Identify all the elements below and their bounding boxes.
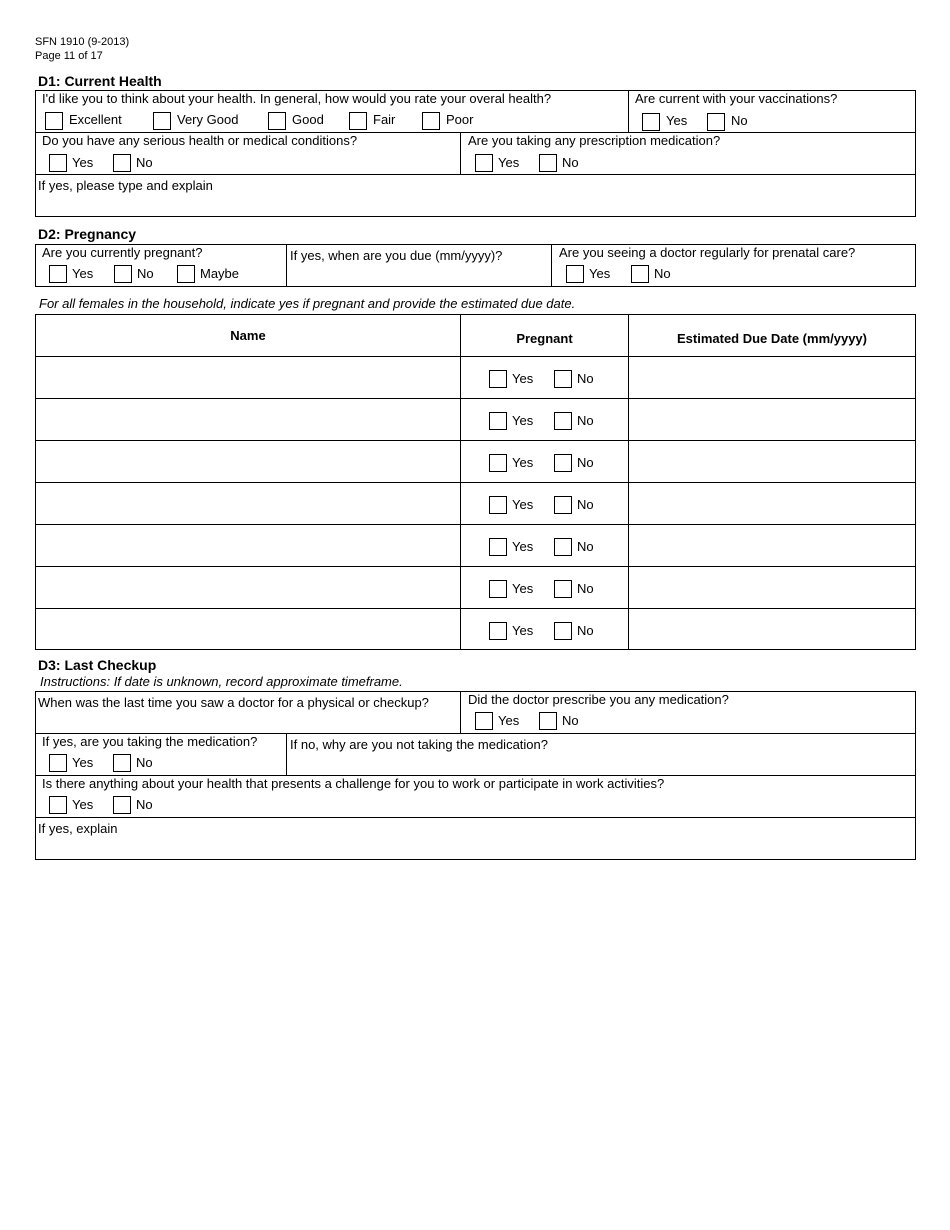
conditions-yes-label: Yes [72,155,94,170]
due-date-field[interactable] [288,264,549,285]
table-row-due-date-field[interactable] [630,442,914,480]
table-row-no-checkbox[interactable] [554,622,572,640]
table-row-no-checkbox[interactable] [554,454,572,472]
why-not-field[interactable] [288,753,914,774]
table-row-yes-checkbox[interactable] [489,538,507,556]
table-row-no-checkbox[interactable] [554,496,572,514]
due-date-question: If yes, when are you due (mm/yyyy)? [290,248,503,263]
vaccination-question: Are current with your vaccinations? [635,91,838,106]
health-explain-label: If yes, please type and explain [38,178,213,193]
rating-poor-checkbox[interactable] [422,112,440,130]
prenatal-care-question: Are you seeing a doctor regularly for prenatal care? [559,245,856,260]
section-d1-title: D1: Current Health [38,73,162,89]
challenge-yes-label: Yes [72,797,94,812]
section-d3-title: D3: Last Checkup [38,657,157,673]
section-d2-title: D2: Pregnancy [38,226,137,242]
table-row-due-date-field[interactable] [630,526,914,564]
table-row-yes-label: Yes [512,539,534,554]
taking-yes-label: Yes [72,755,94,770]
conditions-no-checkbox[interactable] [113,154,131,172]
challenge-explain-label: If yes, explain [38,821,118,836]
prescription-yes-label: Yes [498,155,520,170]
table-row-due-date-field[interactable] [630,484,914,522]
column-header-due-date: Estimated Due Date (mm/yyyy) [676,331,867,346]
table-row-no-label: No [577,581,594,596]
pregnant-yes-checkbox[interactable] [49,265,67,283]
table-row-yes-label: Yes [512,581,534,596]
conditions-question: Do you have any serious health or medical conditions? [42,133,358,148]
table-row-yes-label: Yes [512,623,534,638]
table-row-no-checkbox[interactable] [554,412,572,430]
prescribe-no-checkbox[interactable] [539,712,557,730]
vaccination-yes-label: Yes [666,113,688,128]
last-visit-question: When was the last time you saw a doctor for a physical or checkup? [38,695,429,710]
conditions-no-label: No [136,155,153,170]
prescribe-no-label: No [562,713,579,728]
prescription-no-label: No [562,155,579,170]
column-header-name: Name [230,328,266,343]
rating-good-label: Good [292,112,324,127]
pregnant-no-checkbox[interactable] [114,265,132,283]
rating-fair-checkbox[interactable] [349,112,367,130]
table-row-name-field[interactable] [37,568,458,606]
rating-very-good-label: Very Good [177,112,239,127]
rating-fair-label: Fair [373,112,396,127]
table-row-no-label: No [577,413,594,428]
table-row-name-field[interactable] [37,610,458,648]
page-number: Page 11 of 17 [35,50,103,62]
table-row-due-date-field[interactable] [630,358,914,396]
household-instruction: For all females in the household, indicate yes if pregnant and provide the estimated due date. [39,296,576,311]
form-id: SFN 1910 (9-2013) [35,36,130,48]
prescription-no-checkbox[interactable] [539,154,557,172]
prescription-yes-checkbox[interactable] [475,154,493,172]
why-not-question: If no, why are you not taking the medication? [290,737,548,752]
health-explain-field[interactable] [36,193,914,215]
pregnant-maybe-checkbox[interactable] [177,265,195,283]
prenatal-no-checkbox[interactable] [631,265,649,283]
rating-good-checkbox[interactable] [268,112,286,130]
vaccination-no-label: No [731,113,748,128]
prenatal-yes-label: Yes [589,266,611,281]
challenge-no-label: No [136,797,153,812]
vaccination-yes-checkbox[interactable] [642,113,660,131]
table-row-no-label: No [577,539,594,554]
taking-no-checkbox[interactable] [113,754,131,772]
rating-very-good-checkbox[interactable] [153,112,171,130]
table-row-name-field[interactable] [37,526,458,564]
table-row-name-field[interactable] [37,442,458,480]
health-rating-question: I'd like you to think about your health. In general, how would you rate your overal health? [42,91,552,106]
prescription-question: Are you taking any prescription medication? [468,133,721,148]
challenge-no-checkbox[interactable] [113,796,131,814]
table-row-name-field[interactable] [37,484,458,522]
table-row-no-checkbox[interactable] [554,580,572,598]
table-row-name-field[interactable] [37,400,458,438]
table-row-no-label: No [577,497,594,512]
taking-medication-question: If yes, are you taking the medication? [42,734,258,749]
d3-instruction: Instructions: If date is unknown, record approximate timeframe. [40,674,403,689]
table-row-due-date-field[interactable] [630,400,914,438]
rating-excellent-label: Excellent [69,112,122,127]
table-row-yes-label: Yes [512,455,534,470]
challenge-yes-checkbox[interactable] [49,796,67,814]
column-header-pregnant: Pregnant [516,331,573,346]
prescribe-yes-checkbox[interactable] [475,712,493,730]
table-row-yes-checkbox[interactable] [489,496,507,514]
table-row-no-checkbox[interactable] [554,538,572,556]
rating-excellent-checkbox[interactable] [45,112,63,130]
prenatal-no-label: No [654,266,671,281]
challenge-explain-field[interactable] [36,836,914,859]
table-row-no-label: No [577,455,594,470]
taking-yes-checkbox[interactable] [49,754,67,772]
table-row-yes-label: Yes [512,371,534,386]
table-row-yes-checkbox[interactable] [489,622,507,640]
prescribe-question: Did the doctor prescribe you any medication? [468,692,729,707]
conditions-yes-checkbox[interactable] [49,154,67,172]
table-row-no-label: No [577,623,594,638]
table-row-name-field[interactable] [37,358,458,396]
pregnant-yes-label: Yes [72,266,94,281]
vaccination-no-checkbox[interactable] [707,113,725,131]
pregnant-maybe-label: Maybe [200,266,240,281]
table-row-yes-label: Yes [512,413,534,428]
last-visit-field[interactable] [37,712,458,732]
table-row-yes-label: Yes [512,497,534,512]
table-row-yes-checkbox[interactable] [489,580,507,598]
pregnant-question: Are you currently pregnant? [42,245,203,260]
prenatal-yes-checkbox[interactable] [566,265,584,283]
table-row-yes-checkbox[interactable] [489,412,507,430]
pregnant-no-label: No [137,266,154,281]
table-row-due-date-field[interactable] [630,568,914,606]
table-row-no-label: No [577,371,594,386]
work-challenge-question: Is there anything about your health that presents a challenge for you to work or participate in work activities? [42,776,665,791]
rating-poor-label: Poor [446,112,474,127]
taking-no-label: No [136,755,153,770]
table-row-yes-checkbox[interactable] [489,454,507,472]
table-row-no-checkbox[interactable] [554,370,572,388]
prescribe-yes-label: Yes [498,713,520,728]
table-row-yes-checkbox[interactable] [489,370,507,388]
table-row-due-date-field[interactable] [630,610,914,648]
